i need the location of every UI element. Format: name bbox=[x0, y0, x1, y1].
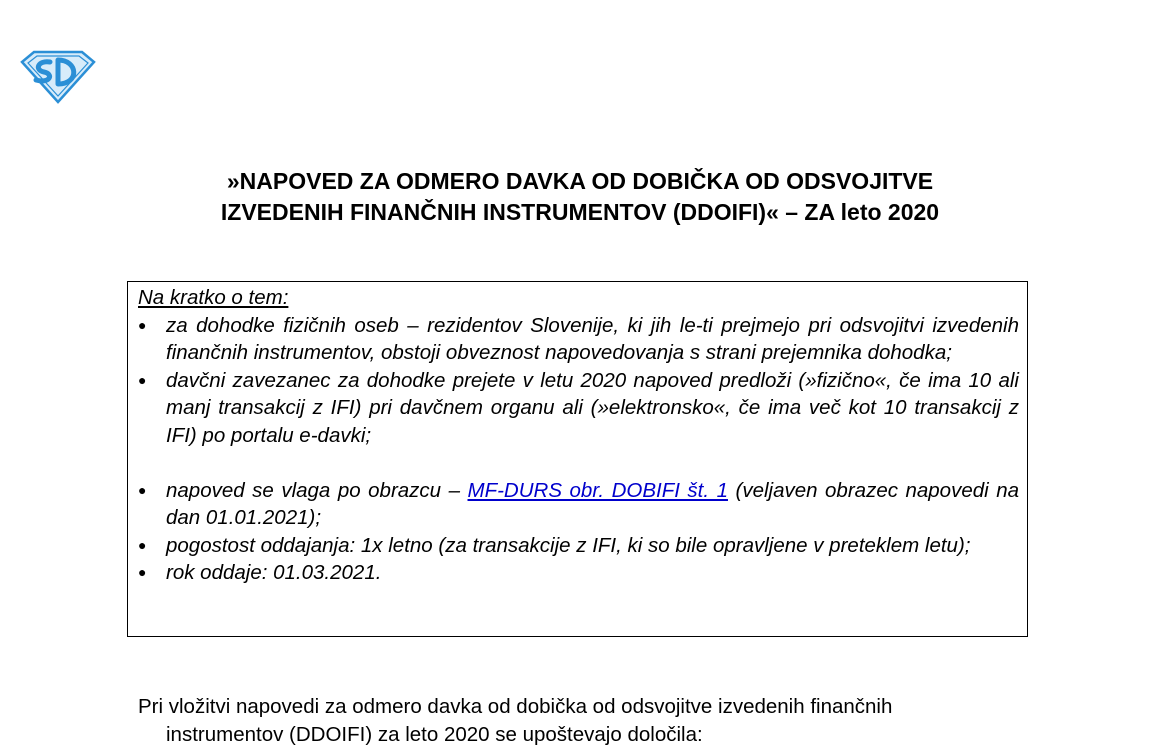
intro-paragraph bbox=[138, 693, 1018, 748]
bullet-icon: ● bbox=[138, 532, 166, 560]
sd-logo bbox=[20, 48, 96, 104]
bullet-icon: ● bbox=[138, 477, 166, 505]
summary-item-submission bbox=[138, 367, 1019, 450]
summary-item-text: rok oddaje: 01.03.2021. bbox=[166, 561, 381, 584]
summary-item-text: pogostost oddajanja: 1x letno (za transakcije z IFI, ki so bile opravljene v preteklem letu); bbox=[166, 534, 970, 557]
title-line-1: »NAPOVED ZA ODMERO DAVKA OD DOBIČKA OD ODSVOJITVE bbox=[140, 166, 1020, 197]
summary-list bbox=[138, 312, 1019, 587]
paragraph-line-1: Pri vložitvi napovedi za odmero davka od dobička od odsvojitve izvedenih finančnih bbox=[138, 695, 892, 718]
bullet-icon: ● bbox=[138, 312, 166, 340]
summary-item-frequency bbox=[138, 532, 1019, 560]
summary-box bbox=[127, 281, 1028, 637]
summary-item-text: davčni zavezanec za dohodke prejete v letu 2020 napoved predloži (»fizično«, če ima 10 ali manj transakcij z IFI) pri davčnem organu ali (»elektronsko«, če ima več kot 10 transakcij z IFI) po portalu e-davki; bbox=[166, 369, 1019, 447]
summary-heading: Na kratko o tem: bbox=[138, 284, 1019, 312]
summary-item-residents bbox=[138, 312, 1019, 367]
summary-item-text-before: napoved se vlaga po obrazcu – bbox=[166, 479, 468, 502]
bullet-icon: ● bbox=[138, 367, 166, 395]
sd-shield-logo-icon bbox=[20, 48, 96, 104]
title-line-2: IZVEDENIH FINANČNIH INSTRUMENTOV (DDOIFI)« – ZA leto 2020 bbox=[140, 197, 1020, 228]
bullet-icon: ● bbox=[138, 559, 166, 587]
document-title bbox=[140, 166, 1020, 228]
summary-item-deadline bbox=[138, 559, 1019, 587]
summary-item-text: za dohodke fizičnih oseb – rezidentov Slovenije, ki jih le-ti prejmejo pri odsvojitvi izvedenih finančnih instrumentov, obstoji obveznost napovedovanja s strani prejemnika dohodka; bbox=[166, 314, 1019, 365]
summary-item-form bbox=[138, 477, 1019, 532]
form-link[interactable]: MF-DURS obr. DOBIFI št. 1 bbox=[468, 479, 728, 502]
summary-item-text-after: (veljaven obrazec napovedi na dan 01.01.2021); bbox=[166, 479, 1019, 530]
paragraph-line-2: instrumentov (DDOIFI) za leto 2020 se upoštevajo določila: bbox=[138, 721, 1018, 748]
